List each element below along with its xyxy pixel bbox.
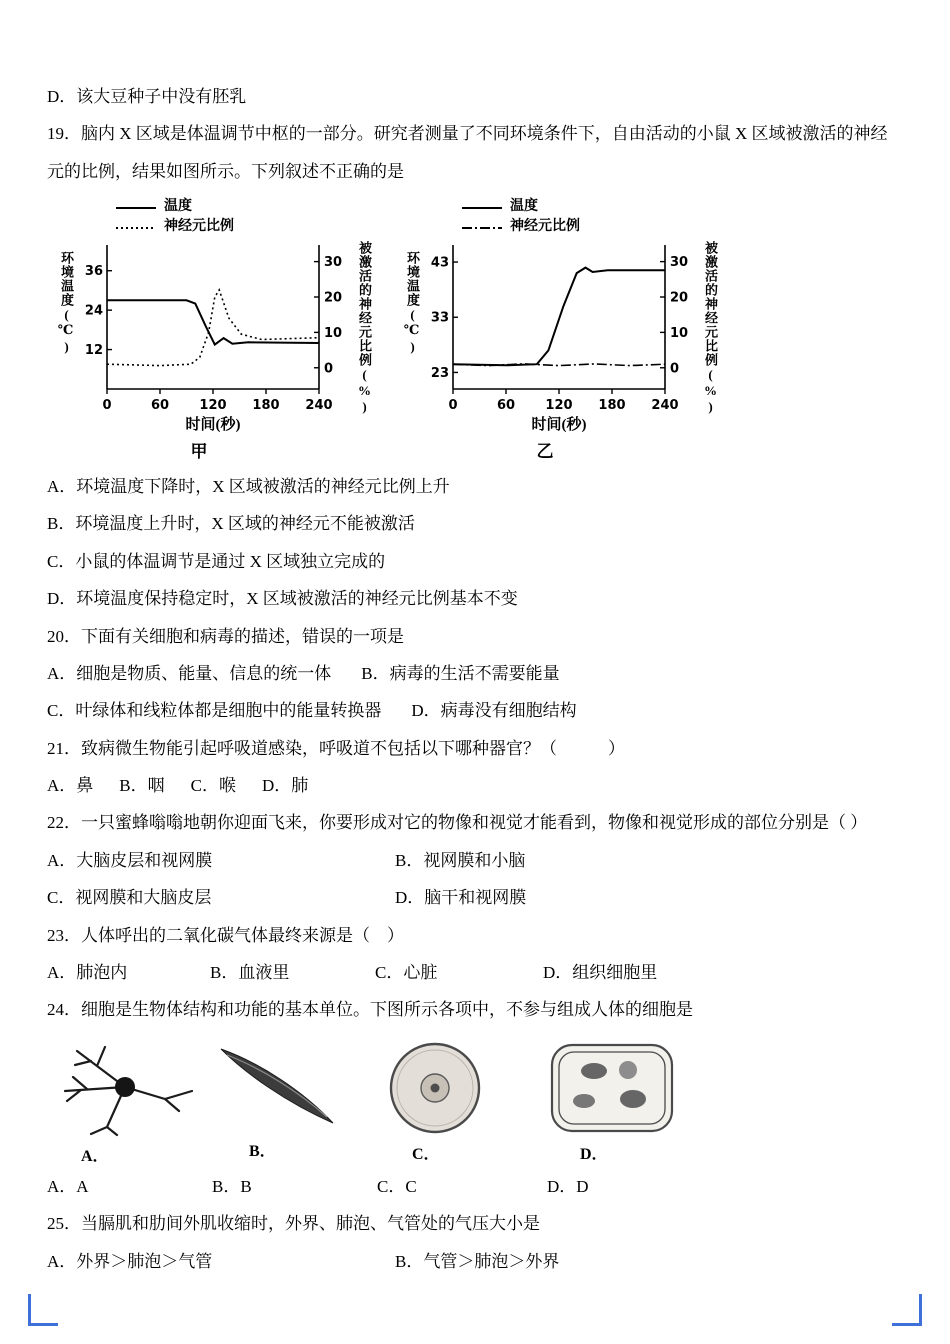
chart-jia-right-axis-label: 被激活的神经元比例(%) — [357, 240, 372, 415]
q25-stem: 25．当膈肌和肋间外肌收缩时，外界、肺泡、气管处的气压大小是 — [47, 1214, 540, 1234]
q22-option-d: D．脑干和视网膜 — [395, 888, 527, 908]
chart-jia-plot — [73, 239, 353, 435]
scan-corner-mark-right — [892, 1294, 922, 1326]
q23-stem: 23．人体呼出的二氧化碳气体最终来源是（ ） — [47, 925, 404, 945]
q23-options-row — [47, 954, 903, 991]
legend-item: 神经元比例 — [164, 219, 234, 235]
q25-option-b: B．气管＞肺泡＞外界 — [395, 1251, 560, 1271]
svg-text:20: 20 — [670, 290, 689, 306]
svg-text:120: 120 — [545, 397, 573, 413]
chart-jia-left-axis-label: 环境温度(℃) — [59, 250, 74, 355]
nerve-cell-image — [47, 1039, 197, 1139]
egg-cell-label: C． — [412, 1145, 440, 1163]
q19-option-b: B．环境温度上升时，X 区域的神经元不能被激活 — [47, 514, 415, 534]
scan-corner-mark-left — [28, 1294, 58, 1326]
svg-text:23: 23 — [430, 365, 449, 381]
svg-text:0: 0 — [448, 397, 458, 413]
q21-option-d: D．肺 — [261, 776, 309, 796]
muscle-cell-image — [215, 1039, 340, 1134]
plant-cell-label: D． — [580, 1145, 608, 1163]
q24-figure — [47, 1039, 903, 1166]
q23-option-c: C．心脏 — [375, 963, 438, 983]
svg-text:36: 36 — [84, 264, 103, 280]
svg-text:时间(秒): 时间(秒) — [531, 416, 587, 433]
svg-text:43: 43 — [430, 255, 449, 271]
q24-option-b: B．B — [212, 1176, 252, 1196]
q20-option-c: C．叶绿体和线粒体都是细胞中的能量转换器 — [47, 701, 382, 721]
svg-text:30: 30 — [324, 255, 343, 271]
chart-yi-caption: 乙 — [536, 441, 554, 461]
chart-yi-right-axis-label: 被激活的神经元比例(%) — [703, 240, 718, 415]
q19-option-c: C．小鼠的体温调节是通过 X 区域独立完成的 — [47, 551, 386, 571]
q22-option-a: A．大脑皮层和视网膜 — [47, 850, 213, 870]
chart-yi — [399, 198, 717, 462]
q22-option-c: C．视网膜和大脑皮层 — [47, 888, 212, 908]
q24-options-row — [47, 1168, 903, 1205]
q21-options-row — [47, 767, 903, 804]
chart-yi-left-axis-label: 环境温度(℃) — [405, 250, 420, 355]
svg-text:20: 20 — [324, 290, 343, 306]
muscle-cell-label: B． — [249, 1142, 276, 1160]
svg-text:240: 240 — [305, 397, 333, 413]
chart-yi-legend — [461, 198, 717, 237]
q19-stem: 19．脑内 X 区域是体温调节中枢的一部分。研究者测量了不同环境条件下，自由活动的小鼠 X 区域被激活的神经元的比例，结果如图所示。下列叙述不正确的是 — [47, 124, 888, 181]
svg-text:0: 0 — [324, 361, 334, 377]
svg-text:240: 240 — [651, 397, 679, 413]
q20-options-row2 — [47, 692, 903, 729]
q20-stem: 20．下面有关细胞和病毒的描述，错误的一项是 — [47, 626, 404, 646]
legend-item: 温度 — [164, 199, 192, 215]
svg-text:10: 10 — [324, 325, 343, 341]
q21-option-c: C．喉 — [190, 776, 236, 796]
svg-text:120: 120 — [199, 397, 227, 413]
q19-figure — [53, 198, 903, 462]
q24-stem: 24．细胞是生物体结构和功能的基本单位。下图所示各项中，不参与组成人体的细胞是 — [47, 1000, 693, 1020]
q21-option-a: A．鼻 — [47, 776, 94, 796]
chart-yi-plot — [419, 239, 699, 435]
chart-jia — [53, 198, 371, 462]
nerve-cell-label: A． — [81, 1147, 109, 1165]
q20-option-b: B．病毒的生活不需要能量 — [361, 663, 560, 683]
q19-option-a: A．环境温度下降时，X 区域被激活的神经元比例上升 — [47, 476, 450, 496]
q20-option-d: D．病毒没有细胞结构 — [411, 701, 577, 721]
svg-text:60: 60 — [496, 397, 516, 413]
svg-text:0: 0 — [670, 361, 680, 377]
q20-options-row1 — [47, 655, 903, 692]
egg-cell-figure — [378, 1039, 546, 1166]
q20-option-a: A．细胞是物质、能量、信息的统一体 — [47, 663, 332, 683]
chart-jia-caption: 甲 — [190, 441, 208, 461]
muscle-cell-figure — [215, 1039, 378, 1166]
q22-option-b: B．视网膜和小脑 — [395, 850, 526, 870]
legend-item: 温度 — [510, 199, 538, 215]
q23-option-d: D．组织细胞里 — [543, 963, 658, 983]
q25-option-a: A．外界＞肺泡＞气管 — [47, 1251, 213, 1271]
q22-options-row1 — [47, 842, 903, 879]
q23-option-a: A．肺泡内 — [47, 963, 128, 983]
svg-text:24: 24 — [84, 303, 103, 319]
q24-option-d: D．D — [547, 1176, 589, 1196]
nerve-cell-figure — [47, 1039, 215, 1166]
q24-option-a: A．A — [47, 1176, 89, 1196]
svg-text:时间(秒): 时间(秒) — [185, 416, 241, 433]
q19-option-d: D．环境温度保持稳定时，X 区域被激活的神经元比例基本不变 — [47, 589, 518, 609]
svg-text:33: 33 — [430, 310, 449, 326]
svg-text:12: 12 — [84, 343, 103, 359]
svg-text:10: 10 — [670, 325, 689, 341]
q25-options-row1 — [47, 1243, 903, 1280]
svg-text:30: 30 — [670, 255, 689, 271]
q22-stem: 22．一只蜜蜂嗡嗡地朝你迎面飞来，你要形成对它的物像和视觉才能看到，物像和视觉形成的部位分别是（ ） — [47, 813, 868, 833]
svg-text:180: 180 — [252, 397, 280, 413]
q21-stem: 21．致病微生物能引起呼吸道感染，呼吸道不包括以下哪种器官？（ ） — [47, 738, 625, 758]
q23-option-b: B．血液里 — [210, 963, 290, 983]
prev-question-option-d: D．该大豆种子中没有胚乳 — [47, 87, 247, 106]
plant-cell-image — [546, 1039, 678, 1137]
q22-options-row2 — [47, 879, 903, 916]
svg-text:60: 60 — [150, 397, 170, 413]
egg-cell-image — [378, 1039, 493, 1137]
chart-jia-legend — [115, 198, 371, 237]
legend-item: 神经元比例 — [510, 219, 580, 235]
svg-text:180: 180 — [598, 397, 626, 413]
plant-cell-figure — [546, 1039, 716, 1166]
q24-option-c: C．C — [377, 1176, 417, 1196]
svg-text:0: 0 — [102, 397, 112, 413]
q21-option-b: B．咽 — [119, 776, 165, 796]
